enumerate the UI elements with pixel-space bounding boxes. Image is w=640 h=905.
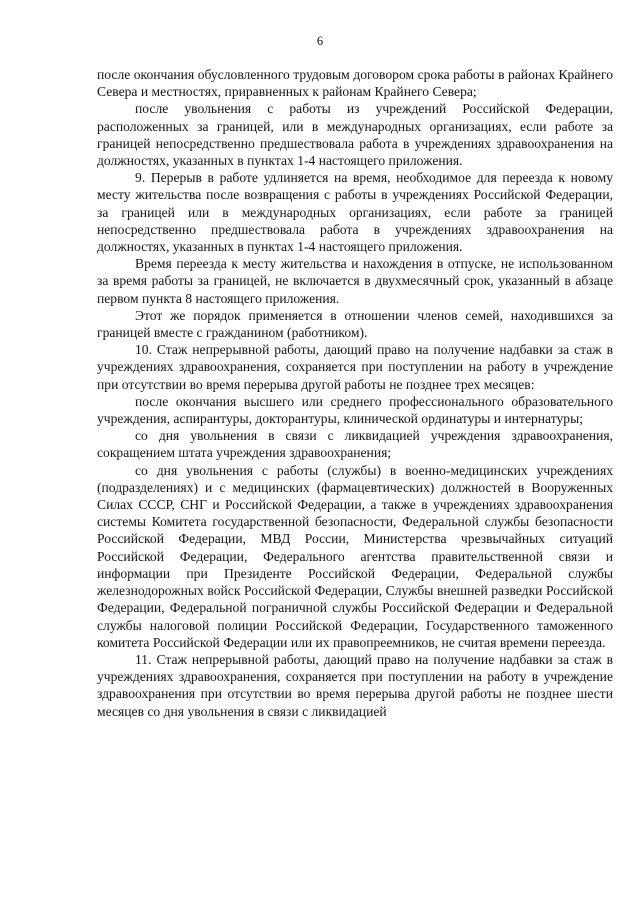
paragraph-3: 9. Перерыв в работе удлиняется на время, необходимое для переезда к новому месту жительства после возвращения с работы в учреждениях Российской Федерации, за границей или в международных организациях, если работе за границей непосредственно предшествовала работа в учреждениях здравоохранения на должностях, указанных в пунктах 1-4 настоящего приложения. <box>97 170 613 255</box>
paragraph-6: 10. Стаж непрерывной работы, дающий право на получение надбавки за стаж в учреждениях здравоохранения, сохраняется при поступлении на работу в учреждение при отсутствии во время перерыва другой работы не позднее трех месяцев: <box>97 342 613 392</box>
paragraph-4: Время переезда к месту жительства и нахождения в отпуске, не использованном за время работы за границей, не включается в двухмесячный срок, указанный в абзаце первом пункта 8 настоящего приложения. <box>97 256 613 306</box>
paragraph-1: после окончания обусловленного трудовым договором срока работы в районах Крайнего Севера и местностях, приравненных к районам Крайнего Севера; <box>97 67 613 100</box>
paragraph-8: со дня увольнения в связи с ликвидацией учреждения здравоохранения, сокращением штата учреждения здравоохранения; <box>97 428 613 461</box>
paragraph-10: 11. Стаж непрерывной работы, дающий право на получение надбавки за стаж в учреждениях здравоохранения, сохраняется при поступлении на работу в учреждение здравоохранения при отсутствии во время перерыва другой работы не позднее шести месяцев со дня увольнения в связи с ликвидацией <box>97 651 613 719</box>
page-number: 6 <box>316 34 324 48</box>
paragraph-9: со дня увольнения с работы (службы) в военно-медицинских учреждениях (подразделениях) и с медицинских (фармацевтических) должностей в Вооруженных Силах СССР, СНГ и Российской Федерации, а также в учреждениях здравоохранения системы Комитета государственной безопасности, Федеральной службы безопасности Российской Федерации, МВД России, Министерства чрезвычайных ситуаций Российской Федерации, Федерального агентства правительственной связи и информации при Президенте Российской Федерации, Федеральной службы железнодорожных войск Российской Федерации, Службы внешней разведки Российской Федерации, Федеральной пограничной службы Российской Федерации и Федеральной службы налоговой полиции Российской Федерации, Государственного таможенного комитета Российской Федерации или их правопреемников, не считая времени переезда. <box>97 462 613 650</box>
paragraph-7: после окончания высшего или среднего профессионального образовательного учреждения, аспирантуры, докторантуры, клинической ординатуры и интернатуры; <box>97 393 613 427</box>
paragraph-2: после увольнения с работы из учреждений Российской Федерации, расположенных за границей, или в международных организациях, если работе за границей непосредственно предшествовала работа в учреждениях здравоохранения на должностях, указанных в пунктах 1-4 настоящего приложения. <box>97 101 613 169</box>
document-body <box>97 66 613 720</box>
paragraph-5: Этот же порядок применяется в отношении членов семей, находившихся за границей вместе с гражданином (работником). <box>97 307 613 341</box>
